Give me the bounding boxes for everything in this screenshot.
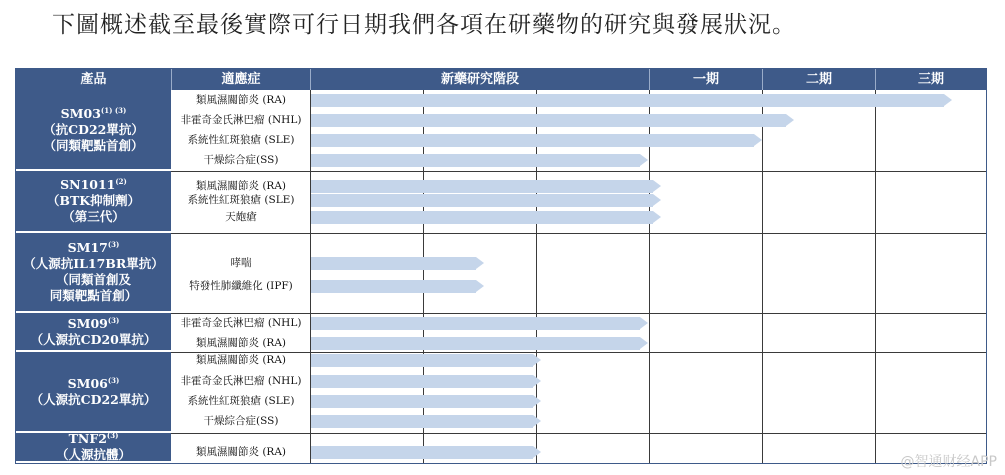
product-footnote: (1) (3) xyxy=(100,105,127,115)
progress-bar xyxy=(311,194,653,207)
table-header xyxy=(16,69,986,90)
product-name: TNF2 xyxy=(68,431,107,446)
product-description: （人源抗CD20單抗） xyxy=(30,331,157,347)
product-name: SM09 xyxy=(67,315,108,331)
progress-bar xyxy=(311,257,476,270)
product-footnote: (3) xyxy=(107,315,120,325)
indication-label: 類風濕關節炎 (RA) xyxy=(195,94,287,106)
progress-bar xyxy=(311,211,653,224)
product-name: SM03 xyxy=(60,105,101,121)
progress-bar xyxy=(311,395,533,408)
product-block xyxy=(16,352,171,433)
progress-bar xyxy=(311,280,476,293)
header-phase1: 一期 xyxy=(692,72,719,87)
product-description: （同類靶點首創） xyxy=(43,137,144,153)
indication-label: 天皰瘡 xyxy=(225,211,257,223)
product-description: （抗CD22單抗） xyxy=(43,121,144,137)
product-footnote: (3) xyxy=(106,431,119,440)
product-description: （同類首創及 xyxy=(55,272,131,287)
product-block xyxy=(16,313,171,352)
product-description: （第三代） xyxy=(62,209,125,224)
indication-label: 類風濕關節炎 (RA) xyxy=(195,337,287,349)
product-block xyxy=(16,90,171,171)
page-caption: 下圖概述截至最後實際可行日期我們各項在研藥物的研究與發展狀況。 xyxy=(52,12,796,38)
header-product: 產品 xyxy=(80,72,107,87)
product-name: SN1011 xyxy=(60,177,116,192)
indication-label: 系統性紅斑狼瘡 (SLE) xyxy=(187,194,295,206)
progress-bar xyxy=(311,354,533,367)
progress-bar xyxy=(311,375,533,388)
indication-label: 系統性紅斑狼瘡 (SLE) xyxy=(187,134,295,146)
product-footnote: (2) xyxy=(115,177,127,186)
product-description: （人源抗CD22單抗） xyxy=(30,391,157,407)
progress-bar xyxy=(311,180,653,193)
indication-label: 非霍奇金氏淋巴瘤 (NHL) xyxy=(180,375,302,387)
product-footnote: (3) xyxy=(107,240,120,249)
progress-bar xyxy=(311,94,944,107)
indication-label: 干燥綜合症(SS) xyxy=(203,415,279,427)
watermark: @智通财经APP xyxy=(900,454,997,470)
header-research: 新藥研究階段 xyxy=(440,72,519,87)
product-description: （人源抗IL17BR單抗） xyxy=(23,256,164,271)
pipeline-table xyxy=(15,68,987,464)
header-phase2: 二期 xyxy=(805,72,832,87)
progress-bar xyxy=(311,446,533,459)
indication-label: 類風濕關節炎 (RA) xyxy=(195,446,287,458)
indication-label: 非霍奇金氏淋巴瘤 (NHL) xyxy=(180,114,302,126)
indication-label: 系統性紅斑狼瘡 (SLE) xyxy=(187,395,295,407)
progress-bar xyxy=(311,337,640,350)
progress-bar xyxy=(311,317,640,330)
indication-label: 干燥綜合症(SS) xyxy=(203,154,279,166)
product-block xyxy=(16,171,171,233)
progress-bar xyxy=(311,114,786,127)
indication-label: 類風濕關節炎 (RA) xyxy=(195,354,287,366)
indication-label: 哮喘 xyxy=(230,257,252,269)
progress-bar xyxy=(311,134,754,147)
indication-label: 類風濕關節炎 (RA) xyxy=(195,180,287,192)
header-indication: 適應症 xyxy=(221,72,261,87)
progress-bar xyxy=(311,415,533,428)
product-description: （人源抗體） xyxy=(55,447,131,462)
product-block xyxy=(16,433,171,463)
progress-bar xyxy=(311,154,640,167)
product-block xyxy=(16,233,171,313)
product-description: 同類靶點首創） xyxy=(49,288,138,303)
product-name: SM06 xyxy=(67,375,108,391)
product-footnote: (3) xyxy=(107,375,120,385)
product-name: SM17 xyxy=(67,240,108,255)
indication-label: 非霍奇金氏淋巴瘤 (NHL) xyxy=(180,317,302,329)
indication-label: 特發性肺纖維化 (IPF) xyxy=(189,280,293,292)
header-phase3: 三期 xyxy=(917,72,944,87)
product-description: （BTK抑制劑） xyxy=(46,193,141,208)
